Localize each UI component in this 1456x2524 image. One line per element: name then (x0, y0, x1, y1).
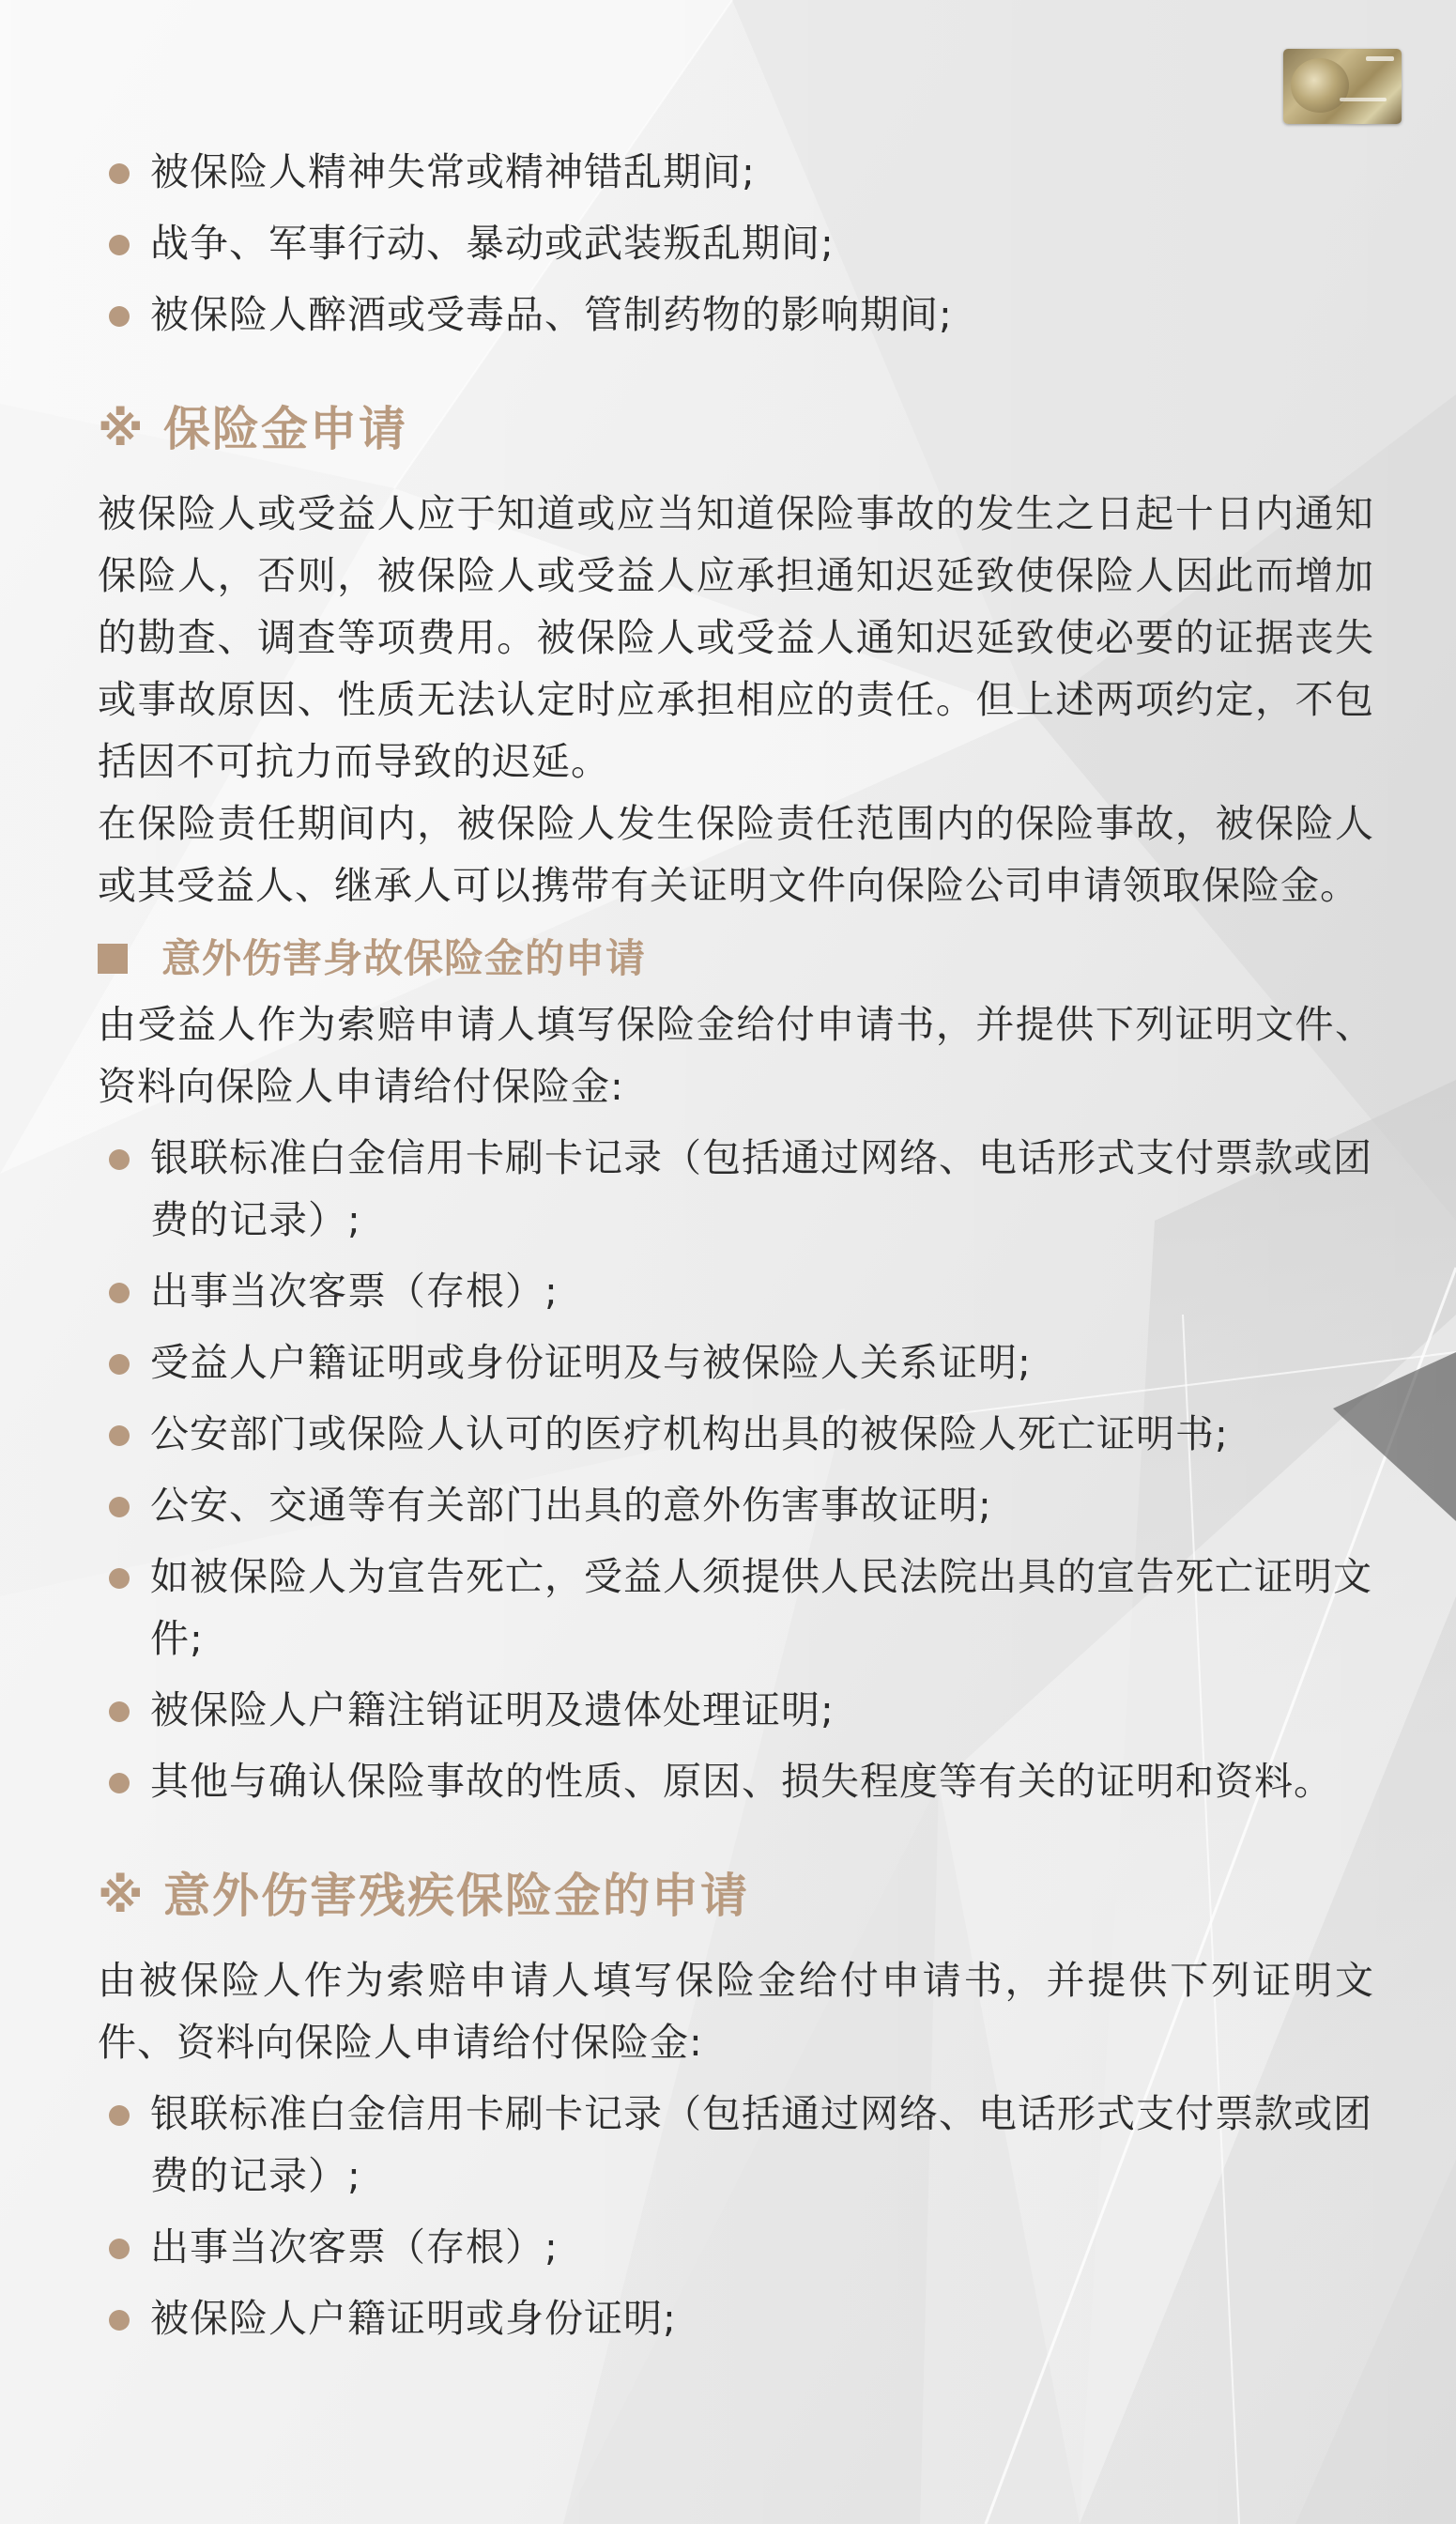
disability-claim-intro: 由被保险人作为索赔申请人填写保险金给付申请书，并提供下列证明文件、资料向保险人申请给付保险金: (98, 1958, 1374, 2065)
disability-claim-title: ※ 意外伤害残疾保险金的申请 (98, 1869, 750, 1923)
list-item: 如被保险人为宣告死亡，受益人须提供人民法院出具的宣告死亡证明文件; (98, 1546, 1374, 1670)
death-claim-intro: 由受益人作为索赔申请人填写保险金给付申请书，并提供下列证明文件、资料向保险人申请给付保险金: (98, 1002, 1374, 1109)
claim-application-paragraph: 在保险责任期间内，被保险人发生保险责任范围内的保险事故，被保险人或其受益人、继承人可以携带有关证明文件向保险公司申请领取保险金。 (98, 801, 1374, 908)
bullet-dot-icon (109, 1149, 130, 1170)
platinum-card-image (1283, 49, 1402, 124)
bullet-dot-icon (109, 163, 130, 184)
bullet-dot-icon (109, 2239, 130, 2259)
bullet-dot-icon (109, 1283, 130, 1303)
card-brand-mark (1366, 56, 1394, 61)
square-bullet-icon (98, 944, 128, 974)
list-item: 出事当次客票（存根）; (98, 2216, 1374, 2278)
list-item: 受益人户籍证明或身份证明及与被保险人关系证明; (98, 1331, 1374, 1393)
bullet-dot-icon (109, 2310, 130, 2331)
card-swirl-pattern (1291, 58, 1349, 113)
bullet-dot-icon (109, 2105, 130, 2126)
bullet-dot-icon (109, 1425, 130, 1446)
list-item: 被保险人精神失常或精神错乱期间; (98, 141, 1374, 203)
bullet-dot-icon (109, 1701, 130, 1722)
claim-notice-paragraph: 被保险人或受益人应于知道或应当知道保险事故的发生之日起十日内通知保险人，否则，被保险人或受益人应承担通知迟延致使保险人因此而增加的勘查、调查等项费用。被保险人或受益人通知迟延致使必要的证据丧失或事故原因、性质无法认定时应承担相应的责任。但上述两项约定，不包括因不可抗力而导致的迟延。 (98, 491, 1374, 784)
card-number-strip (1340, 98, 1387, 101)
disability-claim-list (98, 2083, 1374, 2349)
list-item: 银联标准白金信用卡刷卡记录（包括通过网络、电话形式支付票款或团费的记录）; (98, 1127, 1374, 1251)
list-item: 被保险人醉酒或受毒品、管制药物的影响期间; (98, 284, 1374, 346)
list-item: 被保险人户籍注销证明及遗体处理证明; (98, 1679, 1374, 1741)
death-claim-title: 意外伤害身故保险金的申请 (98, 930, 1374, 988)
bullet-dot-icon (109, 235, 130, 255)
document-content (98, 141, 1374, 2359)
top-bullet-list (98, 141, 1374, 346)
list-item: 出事当次客票（存根）; (98, 1260, 1374, 1322)
death-claim-list (98, 1127, 1374, 1812)
list-item: 公安、交通等有关部门出具的意外伤害事故证明; (98, 1474, 1374, 1536)
bullet-dot-icon (109, 1773, 130, 1793)
list-item: 银联标准白金信用卡刷卡记录（包括通过网络、电话形式支付票款或团费的记录）; (98, 2083, 1374, 2207)
list-item: 被保险人户籍证明或身份证明; (98, 2287, 1374, 2349)
bullet-dot-icon (109, 306, 130, 327)
bullet-dot-icon (109, 1568, 130, 1589)
list-item: 战争、军事行动、暴动或武装叛乱期间; (98, 212, 1374, 274)
bullet-dot-icon (109, 1354, 130, 1375)
claim-section-title: ※ 保险金申请 (98, 402, 408, 456)
list-item: 公安部门或保险人认可的医疗机构出具的被保险人死亡证明书; (98, 1403, 1374, 1465)
list-item: 其他与确认保险事故的性质、原因、损失程度等有关的证明和资料。 (98, 1750, 1374, 1812)
bullet-dot-icon (109, 1497, 130, 1517)
